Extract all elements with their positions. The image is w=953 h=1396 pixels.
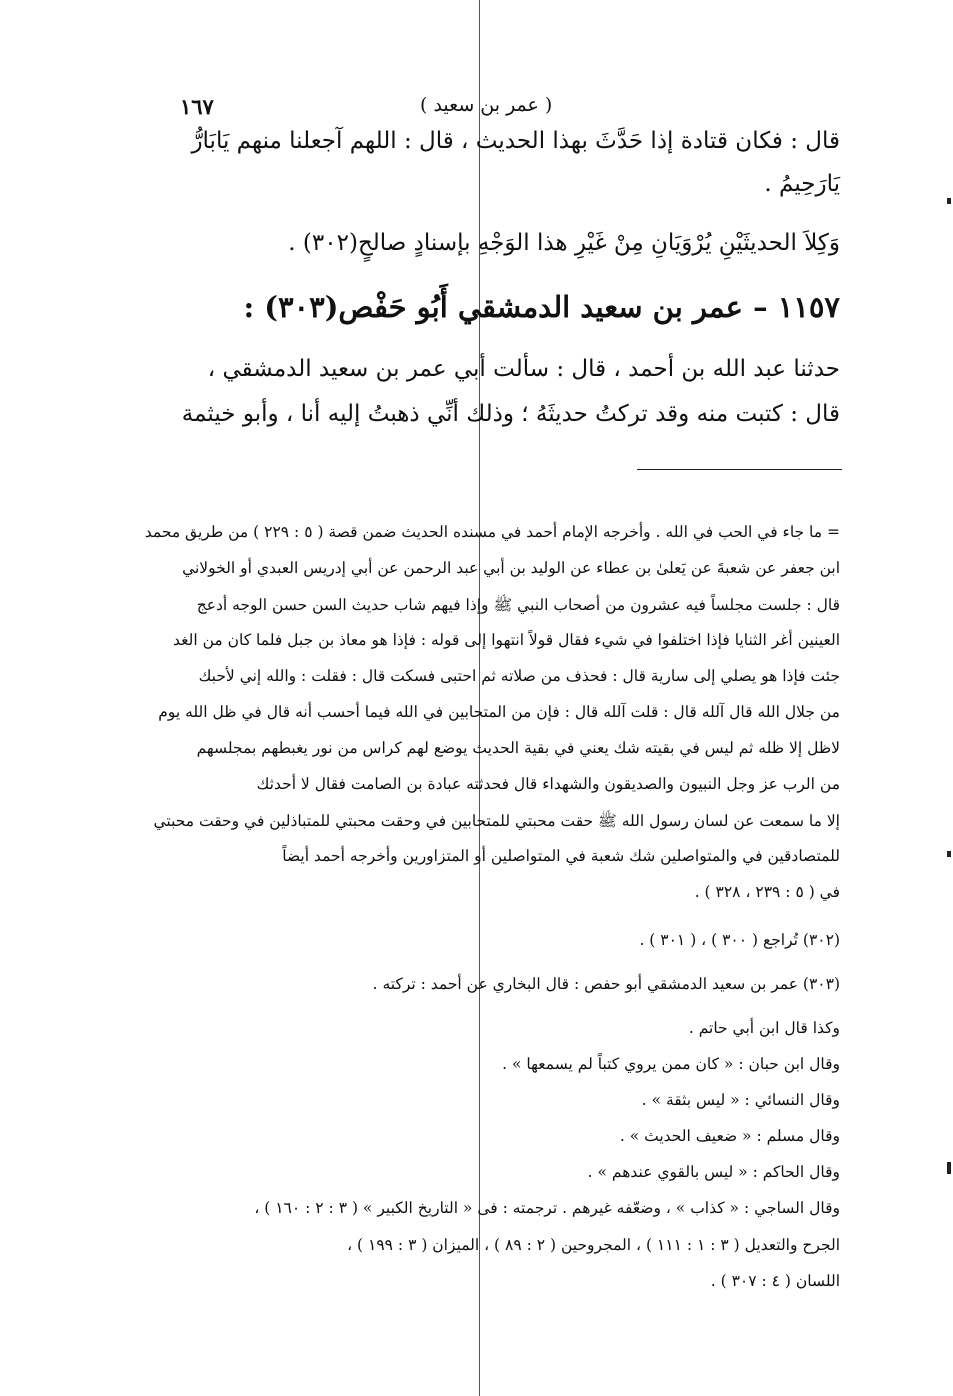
footnote-303-line: وقال الحاكم : « ليس بالقوي عندهم » . bbox=[587, 1163, 840, 1181]
footnote-line: للمتصادقين في والمتواصلين شك شعبة في المتواصلين أو المتزاورين وأخرجه أحمد أيضاً bbox=[282, 847, 840, 865]
footnote-303-line: وقال النسائي : « ليس بثقة » . bbox=[641, 1091, 840, 1109]
footnote-line: ابن جعفر عن شعبةَ عن يَعلىٰ بن عطاء عن الوليد بن أبي عبد الرحمن عن أبي إدريس العبدي أو الخولاني bbox=[182, 559, 840, 577]
footnote-303-line: الجرح والتعديل ( ٣ : ١ : ١١١ ) ، المجروحين ( ٢ : ٨٩ ) ، الميزان ( ٣ : ١٩٩ ) ، bbox=[347, 1236, 840, 1254]
footnote-line: قال : جلست مجلساً فيه عشرون من أصحاب النبي ﷺ وإذا فيهم شاب حديث السن حسن الوجه أدعج bbox=[196, 596, 840, 614]
footnote-303-line: (٣٠٣) عمر بن سعيد الدمشقي أبو حفص : قال البخاري عن أحمد : تركته . bbox=[372, 975, 840, 993]
footnote-line: في ( ٥ : ٢٣٩ ، ٣٢٨ ) . bbox=[694, 883, 840, 901]
footnote-line: من الرب عز وجل النبيون والصديقون والشهداء قال فحدثته عبادة بن الصامت فقال لا أحدثك bbox=[256, 775, 840, 793]
edge-mark bbox=[947, 1162, 951, 1174]
footnote-303-line: وقال مسلم : « ضعيف الحديث » . bbox=[619, 1127, 840, 1145]
footnote-303-line: وقال ابن حبان : « كان ممن يروي كتباً لم يسمعها » . bbox=[502, 1055, 840, 1073]
footnote-line: إلا ما سمعت عن لسان رسول الله ﷺ حقت محبتي للمتحابين في وحقت محبتي للمتباذلين في وحقت محبتي bbox=[153, 812, 840, 830]
footnote-line: = ما جاء في الحب في الله . وأخرجه الإمام أحمد في مسنده الحديث ضمن قصة ( ٥ : ٢٢٩ ) من طريق محمد bbox=[144, 523, 840, 541]
paragraph-line: حدثنا عبد الله بن أحمد ، قال : سألت أبي عمر بن سعيد الدمشقي ، bbox=[207, 356, 840, 382]
body-text-line: قال : فكان قتادة إذا حَدَّثَ بهذا الحديث ، قال : اللهم آجعلنا منهم يَابَارُّ bbox=[191, 128, 840, 154]
entry-heading: ١١٥٧ – عمر بن سعيد الدمشقي أَبُو حَفْص(٣٠٣) : bbox=[243, 290, 840, 324]
running-title: ( عمر بن سعيد ) bbox=[420, 94, 553, 116]
footnote-303-line: وكذا قال ابن أبي حاتم . bbox=[688, 1019, 840, 1037]
page-number: ١٦٧ bbox=[180, 94, 214, 119]
scan-fold-line bbox=[479, 0, 480, 1396]
body-text-line: يَارَحِيمُ . bbox=[764, 171, 840, 197]
body-text-line: وَكِلاَ الحديثَيْنِ يُرْوَيَانِ مِنْ غَيْرِ هذا الوَجْهِ بإسنادٍ صالحٍ(٣٠٢) . bbox=[288, 230, 840, 256]
footnote-line: العينين أغر الثنايا فإذا اختلفوا في شيء فقال قولاً انتهوا إلى قوله : فإذا هو معاذ بن جبل فلما كان من الغد bbox=[173, 631, 840, 649]
edge-mark bbox=[947, 198, 951, 204]
footnote-line: لاظل إلا ظله ثم ليس في بقيته شك يعني في بقية الحديث يوضع لهم كراس من نور يغبطهم بمجلسهم bbox=[196, 739, 840, 757]
footnote-303-line: وقال الساجي : « كذاب » ، وضعّفه غيرهم . ترجمته : فى « التاريخ الكبير » ( ٣ : ٢ : ١٦٠ ) ، bbox=[254, 1199, 840, 1217]
footnote-303-line: اللسان ( ٤ : ٣٠٧ ) . bbox=[710, 1272, 840, 1290]
page-header bbox=[180, 94, 842, 124]
footnote-divider bbox=[637, 469, 842, 470]
footnote-line: من جلال الله قال آلله قال : قلت آلله قال : فإن من المتحابين في الله فيما أحسب أنه قال في ظل الله يوم bbox=[158, 703, 840, 721]
paragraph-line: قال : كتبت منه وقد تركتُ حديثَهُ ؛ وذلك أنِّي ذهبتُ إليه أنا ، وأبو خيثمة bbox=[181, 401, 840, 427]
footnote-302: (٣٠٢) تُراجع ( ٣٠٠ ) ، ( ٣٠١ ) . bbox=[639, 931, 840, 949]
edge-mark bbox=[947, 851, 951, 857]
footnote-line: جئت فإذا هو يصلي إلى سارية قال : فحذف من صلاته ثم احتبى فسكت قال : فقلت : والله إني لأحبك bbox=[198, 667, 840, 685]
